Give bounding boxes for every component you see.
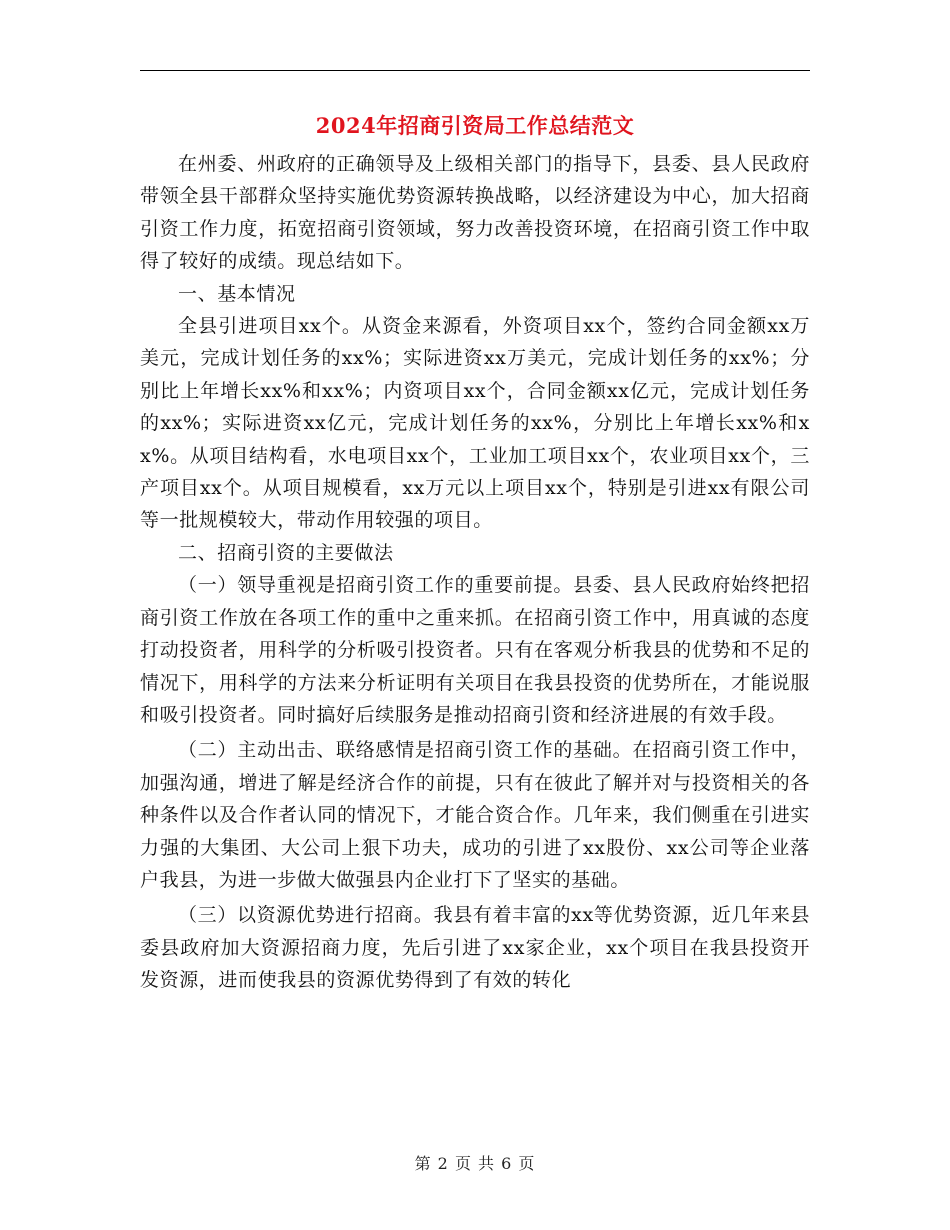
paragraph-method-2: （二）主动出击、联络感情是招商引资工作的基础。在招商引资工作中，加强沟通，增进了解是经济合作的前提，只有在彼此了解并对与投资相关的各种条件以及合作者认同的情况下，才能合资合作。几年来，我们侧重在引进实力强的大集团、大公司上狠下功夫，成功的引进了xx股份、xx公司等企业落户我县，为进一步做大做强县内企业打下了坚实的基础。 [140, 739, 810, 891]
paragraph-method-1: （一）领导重视是招商引资工作的重要前提。县委、县人民政府始终把招商引资工作放在各项工作的重中之重来抓。在招商引资工作中，用真诚的态度打动投资者，用科学的分析吸引投资者。只有在客观分析我县的优势和不足的情况下，用科学的方法来分析证明有关项目在我县投资的优势所在，才能说服和吸引投资者。同时搞好后续服务是推动招商引资和经济进展的有效手段。 [140, 574, 810, 726]
page-number: 第 2 页 共 6 页 [414, 1154, 536, 1173]
paragraph-method-3: （三）以资源优势进行招商。我县有着丰富的xx等优势资源，近几年来县委县政府加大资源招商力度，先后引进了xx家企业，xx个项目在我县投资开发资源，进而使我县的资源优势得到了有效的转化 [140, 904, 810, 992]
document-body [140, 148, 810, 997]
section-heading-basic: 一、基本情况 [178, 282, 296, 305]
document-title: 2024年招商引资局工作总结范文 [315, 113, 635, 138]
section-heading-methods: 二、招商引资的主要做法 [178, 541, 394, 564]
header-rule [140, 70, 810, 71]
paragraph-basic-situation: 全县引进项目xx个。从资金来源看，外资项目xx个，签约合同金额xx万美元，完成计划任务的xx%；实际进资xx万美元，完成计划任务的xx%；分别比上年增长xx%和xx%；内资项目xx个，合同金额xx亿元，完成计划任务的xx%；实际进资xx亿元，完成计划任务的xx%，分别比上年增长xx%和xx%。从项目结构看，水电项目xx个，工业加工项目xx个，农业项目xx个，三产项目xx个。从项目规模看，xx万元以上项目xx个，特别是引进xx有限公司等一批规模较大，带动作用较强的项目。 [140, 315, 810, 532]
paragraph-intro: 在州委、州政府的正确领导及上级相关部门的指导下，县委、县人民政府带领全县干部群众坚持实施优势资源转换战略，以经济建设为中心，加大招商引资工作力度，拓宽招商引资领域，努力改善投资环境，在招商引资工作中取得了较好的成绩。现总结如下。 [140, 153, 810, 273]
